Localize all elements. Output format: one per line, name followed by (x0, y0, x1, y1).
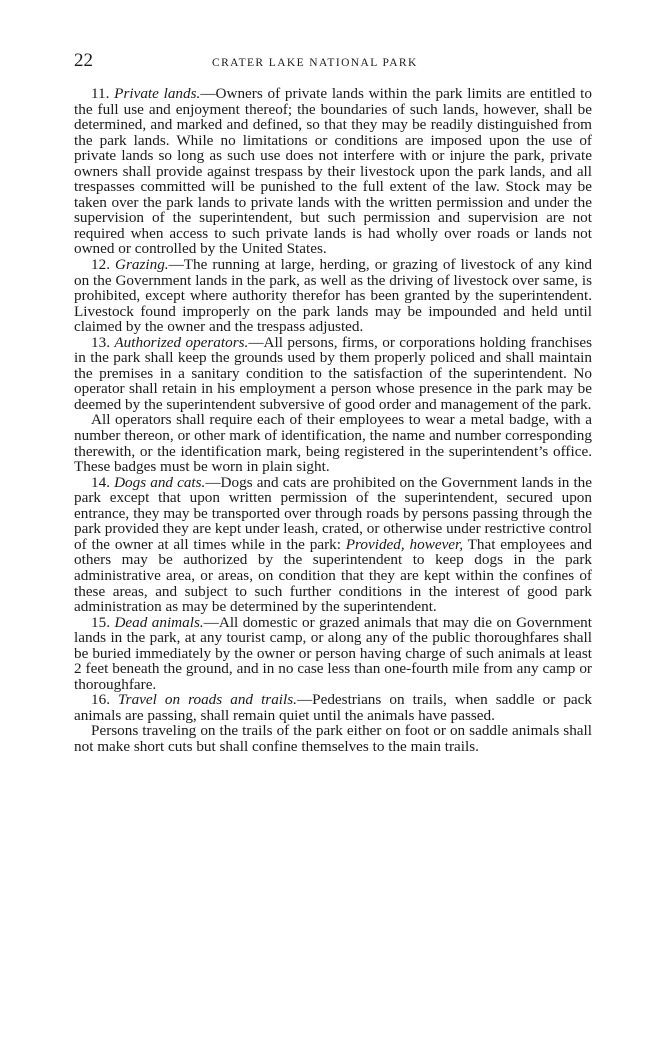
page-number: 22 (74, 50, 93, 71)
paragraph-text: Persons traveling on the trails of the park either on foot or on saddle animals shall not make short cuts but shall confine themselves to the main trails. (74, 722, 592, 755)
paragraph-text: —All domestic or grazed animals that may die on Government lands in the park, at any tourist camp, or along any of the public thoroughfares shall be buried immediately by the owner or person having charge of such animals at least 2 feet beneath the ground, and in no case less than one-fourth mile from any camp or thoroughfare. (74, 613, 592, 693)
paragraph-grazing (74, 257, 592, 335)
paragraph-travel-on-trails (74, 692, 592, 723)
paragraph-text: —All persons, firms, or corporations holding franchises in the park shall keep the grounds used by them properly policed and shall maintain the premises in a sanitary condition to the satisfaction of the superintendent. No operator shall retain in his employment a person whose presence in the park may be deemed by the superintendent subversive of good order and management of the park. (74, 333, 593, 413)
page-header (74, 50, 592, 72)
paragraph-text: —Pedestrians on trails, when saddle or pack animals are passing, shall remain quiet until the animals have passed. (74, 691, 592, 724)
paragraph-number: 14. (91, 473, 115, 491)
paragraph-number: 11. (91, 85, 115, 102)
paragraph-number: 16. (91, 691, 119, 709)
paragraph-dogs-and-cats (74, 475, 592, 615)
paragraph-number: 15. (91, 613, 115, 631)
paragraph-heading: Private lands. (114, 85, 201, 102)
paragraph-private-lands (74, 86, 592, 257)
paragraph-heading: Authorized operators. (114, 333, 249, 351)
paragraph-text: All operators shall require each of their employees to wear a metal badge, with a number thereon, or other mark of identification, the name and number corresponding therewith, or the identification mark, being registered in the superintendent’s office. These badges must be worn in plain sight. (74, 411, 592, 476)
running-head: CRATER LAKE NATIONAL PARK (212, 57, 418, 69)
body-text (74, 86, 592, 755)
paragraph-number: 13. (91, 333, 115, 351)
paragraph-authorized-operators (74, 335, 592, 413)
paragraph-text: —The running at large, herding, or grazing of livestock of any kind on the Government lands in the park, as well as the driving of livestock over same, is prohibited, except where authority therefor has been granted by the superintendent. Livestock found improperly on the park lands may be impounded and held until claimed by the owner and the trespass adjusted. (74, 256, 593, 336)
paragraph-text: —Dogs and cats are prohibited on the Government lands in the park except that upon written permission of the superintendent, secured upon entrance, they may be transported over through roads by persons passing through the park provided they are kept under leash, crated, or otherwise under restrictive control of the owner at all times while in the park: (74, 473, 593, 553)
paragraph-heading: Grazing. (115, 256, 169, 274)
document-page (74, 50, 592, 755)
paragraph-short-cuts (74, 723, 592, 754)
paragraph-number: 12. (91, 256, 115, 274)
paragraph-heading: Dead animals. (114, 613, 204, 631)
paragraph-operator-badges (74, 412, 592, 474)
proviso-emphasis: Provided, however, (345, 535, 464, 553)
paragraph-text-continued: That employees and others may be authorized by the superintendent to keep dogs in the park administrative area, or areas, on condition that they are kept within the confines of these areas, and subject to such further conditions in the interest of good park administration as may be determined by the superintendent. (74, 535, 592, 616)
paragraph-heading: Dogs and cats. (114, 473, 206, 491)
paragraph-dead-animals (74, 615, 592, 693)
paragraph-text: —Owners of private lands within the park limits are entitled to the full use and enjoyment thereof; the boundaries of such lands, however, shall be determined, and marked and defined, so that they may be readily distinguished from the park lands. While no limitations or conditions are imposed upon the use of private lands so long as such use does not interfere with or injure the park, private owners shall provide against trespass by their livestock upon the park lands, and all trespasses committed will be punished to the full extent of the law. Stock may be taken over the park lands to private lands with the written permission and under the supervision of the superintendent, but such permission and supervision are not required when access to such private lands is had wholly over roads or lands not owned or controlled by the United States. (74, 85, 592, 258)
paragraph-heading: Travel on roads and trails. (118, 691, 297, 709)
